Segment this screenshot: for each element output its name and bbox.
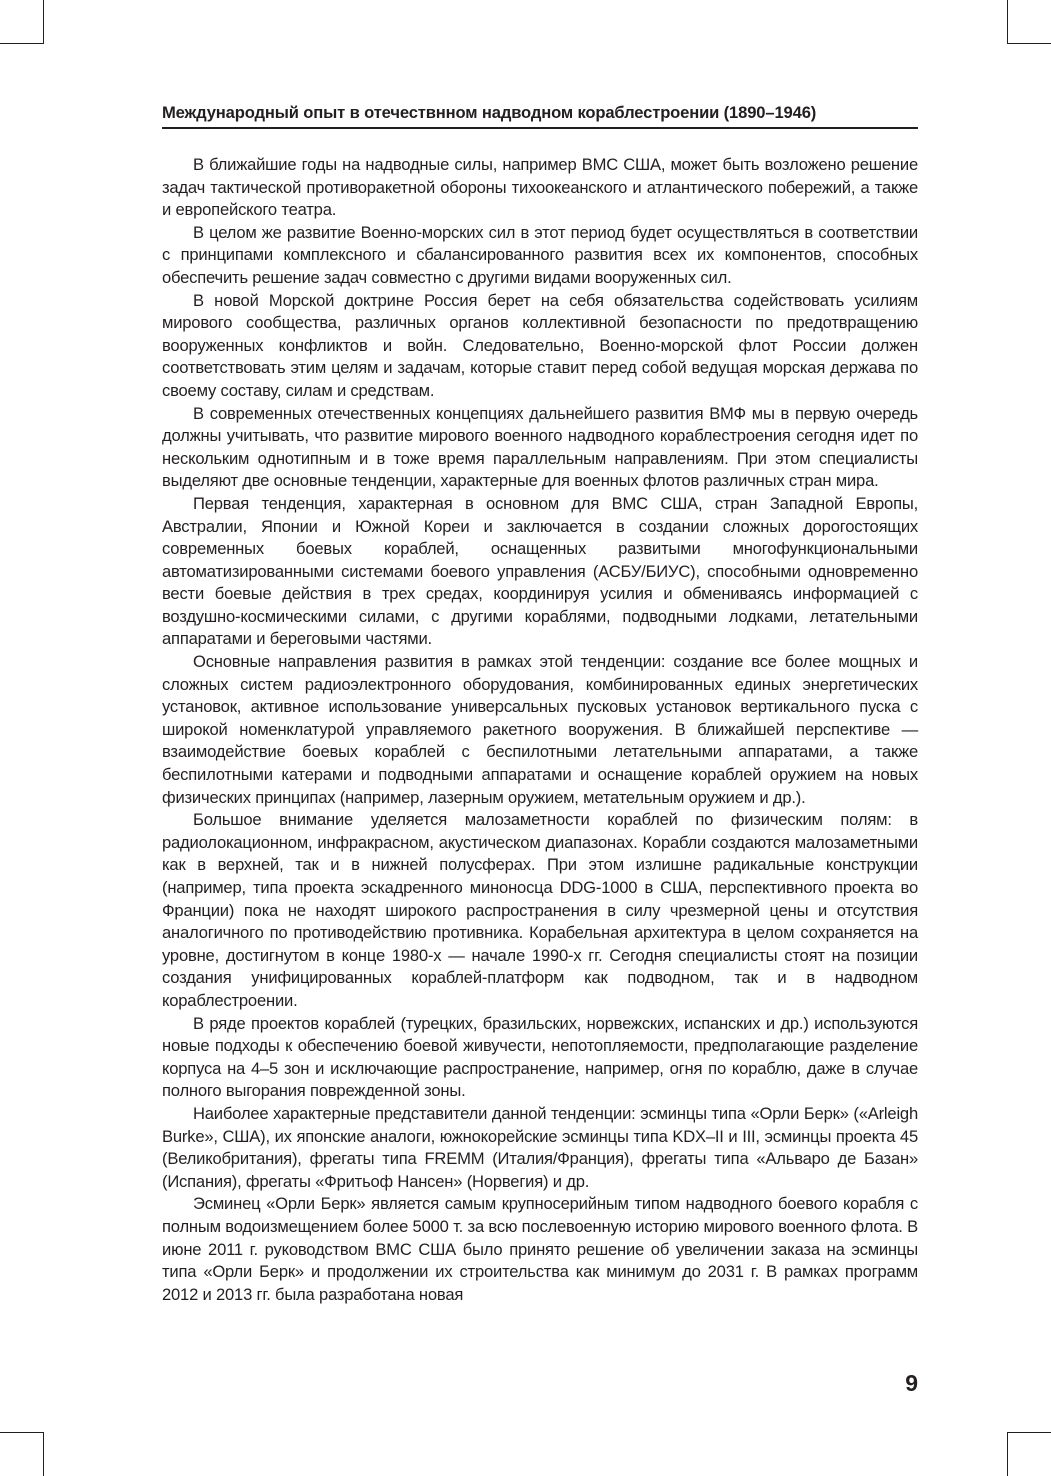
crop-mark-bottom-left-vertical — [43, 1432, 44, 1476]
paragraph-10: Эсминец «Орли Берк» является самым крупносерийным типом надводного боевого корабля с полным водоизмещением более 5000 т. за всю послевоенную историю мирового военного флота. В июне 2011 г. руководством ВМС США было принято решение об увеличении заказа на эсминцы типа «Орли Берк» и продолжении их строительства как минимум до 2031 г. В рамках программ 2012 и 2013 гг. была разработана новая — [162, 1194, 918, 1304]
paragraph-3: В новой Морской доктрине Россия берет на себя обязательства содействовать усилиям мирового сообщества, различных органов коллективной безопасности по предотвращению вооруженных конфликтов и войн. Следовательно, Военно-морской флот России должен соответствовать этим целям и задачам, которые ставит перед собой ведущая морская держава по своему составу, силам и средствам. — [162, 290, 918, 400]
crop-mark-top-left-vertical — [43, 0, 44, 44]
crop-mark-top-right-horizontal — [1007, 43, 1051, 44]
running-head: Международный опыт в отечествнном надводном кораблестроении (1890–1946) — [162, 103, 817, 122]
crop-mark-bottom-right-horizontal — [1007, 1432, 1051, 1433]
crop-mark-top-right-vertical — [1007, 0, 1008, 44]
paragraph-9: Наиболее характерные представители данной тенденции: эсминцы типа «Орли Берк» («Arleigh Burke», США), их японские аналоги, южнокорейские эсминцы типа KDX–II и III, эсминцы проекта 45 (Великобритания), фрегаты типа FREMM (Италия/Франция), фрегаты типа «Альваро де Базан» (Испания), фрегаты «Фритьоф Нансен» (Норвегия) и др. — [162, 1103, 918, 1191]
running-head-rule — [162, 127, 918, 129]
paragraph-5: Первая тенденция, характерная в основном для ВМС США, стран Западной Европы, Австралии, Японии и Южной Кореи и заключается в создании сложных дорогостоящих современных боевых кораблей, оснащенных развитыми многофункциональными автоматизированными системами боевого управления (АСБУ/БИУС), способными одновременно вести боевые действия в трех средах, координируя усилия и обмениваясь информацией с воздушно-космическими силами, с другими кораблями, подводными лодками, летательными аппаратами и береговыми частями. — [162, 493, 918, 649]
crop-mark-bottom-left-horizontal — [0, 1432, 44, 1433]
paragraph-4: В современных отечественных концепциях дальнейшего развития ВМФ мы в первую очередь должны учитывать, что развитие мирового военного надводного кораблестроения сегодня идет по нескольким однотипным и в тоже время параллельным направлениям. При этом специалисты выделяют две основные тенденции, характерные для военных флотов различных стран мира. — [162, 403, 918, 491]
crop-mark-top-left-horizontal — [0, 43, 44, 44]
paragraph-2: В целом же развитие Военно-морских сил в этот период будет осуществляться в соответствии с принципами комплексного и сбалансированного развития всех их компонентов, способных обеспечить решение задач совместно с другими видами вооруженных сил. — [162, 222, 918, 287]
paragraph-1: В ближайшие годы на надводные силы, например ВМС США, может быть возложено решение задач тактической противоракетной обороны тихоокеанского и атлантического побережий, а также и европейского театра. — [162, 155, 918, 220]
paragraph-6: Основные направления развития в рамках этой тенденции: создание все более мощных и сложных систем радиоэлектронного оборудования, комбинированных единых энергетических установок, активное использование универсальных пусковых установок вертикального пуска с широкой номенклатурой управляемого ракетного вооружения. В ближайшей перспективе — взаимодействие боевых кораблей с беспилотными летательными аппаратами, а также беспилотными катерами и подводными аппаратами и оснащение кораблей оружием на новых физических принципах (например, лазерным оружием, метательным оружием и др.). — [162, 652, 918, 807]
page-number: 9 — [905, 1370, 918, 1396]
paragraph-8: В ряде проектов кораблей (турецких, бразильских, норвежских, испанских и др.) используются новые подходы к обеспечению боевой живучести, непотопляемости, предполагающие разделение корпуса на 4–5 зон и исключающие распространение, например, огня по кораблю, даже в случае полного выгорания поврежденной зоны. — [162, 1013, 918, 1101]
crop-mark-bottom-right-vertical — [1007, 1432, 1008, 1476]
paragraph-7: Большое внимание уделяется малозаметности кораблей по физическим полям: в радиолокационном, инфракрасном, акустическом диапазонах. Корабли создаются малозаметными как в верхней, так и в нижней полусферах. При этом излишне радикальные конструкции (например, типа проекта эскадренного миноносца DDG-1000 в США, перспективного проекта во Франции) пока не находят широкого распространения в силу чрезмерной цены и отсутствия аналогичного по противодействию противника. Корабельная архитектура в целом сохраняется на уровне, достигнутом в конце 1980-х — начале 1990-х гг. Сегодня специалисты стоят на позиции создания унифицированных кораблей-платформ как подводном, так и в надводном кораблестроении. — [162, 810, 918, 1010]
body-text — [162, 154, 918, 1306]
